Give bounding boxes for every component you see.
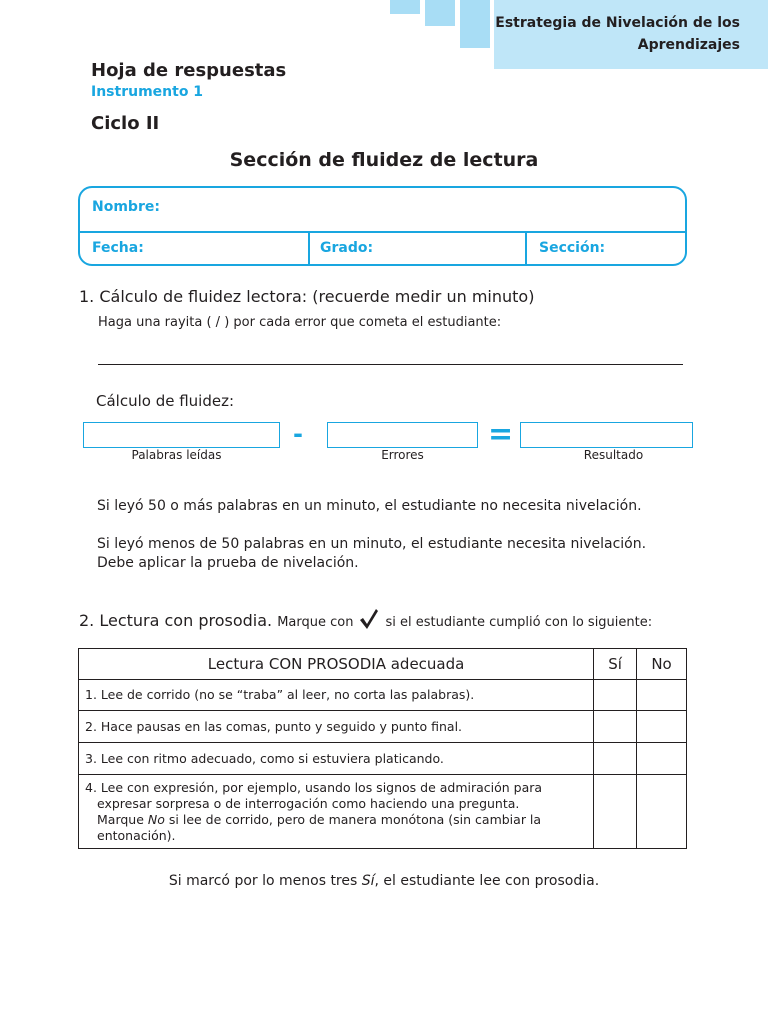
student-info-box bbox=[78, 186, 687, 266]
column-yes: Sí bbox=[594, 649, 637, 680]
no-emphasis: No bbox=[147, 811, 165, 827]
column-no: No bbox=[637, 649, 687, 680]
result-field[interactable] bbox=[520, 422, 693, 448]
page-title: Hoja de respuestas bbox=[91, 60, 287, 81]
table-row bbox=[79, 743, 687, 775]
fluency-note-2 bbox=[97, 535, 646, 573]
criterion-2: 2. Hace pausas en las comas, punto y seguido y punto final. bbox=[79, 711, 594, 743]
words-read-field[interactable] bbox=[83, 422, 280, 448]
banner-line: Aprendizajes bbox=[637, 37, 740, 53]
criterion-3: 3. Lee con ritmo adecuado, como si estuviera platicando. bbox=[79, 743, 594, 775]
yes-cell[interactable] bbox=[594, 680, 637, 711]
yes-cell[interactable] bbox=[594, 743, 637, 775]
prosody-conclusion bbox=[0, 873, 768, 889]
marque-text: Marque bbox=[97, 811, 144, 827]
table-row bbox=[79, 775, 687, 849]
date-label: Fecha: bbox=[92, 240, 144, 256]
grade-label: Grado: bbox=[320, 240, 374, 256]
footer-si: Sí bbox=[361, 873, 375, 889]
monotone-text: si lee de corrido, pero de manera monótona (sin cambiar la bbox=[168, 811, 542, 827]
question-2-heading: 2. Lectura con prosodia. bbox=[79, 611, 273, 630]
no-cell[interactable] bbox=[637, 680, 687, 711]
header-decoration bbox=[460, 0, 490, 48]
words-read-label: Palabras leídas bbox=[131, 448, 222, 462]
equals-sign: = bbox=[488, 417, 514, 452]
question-2-title bbox=[79, 608, 652, 634]
criterion-4 bbox=[79, 775, 594, 849]
result-label: Resultado bbox=[583, 448, 644, 462]
prosody-table bbox=[78, 648, 687, 849]
errors-label: Errores bbox=[381, 448, 424, 462]
minus-sign: - bbox=[293, 420, 303, 448]
checkmark-icon bbox=[359, 608, 379, 634]
error-tally-line[interactable] bbox=[98, 364, 683, 365]
table-header: Lectura CON PROSODIA adecuada bbox=[79, 649, 594, 680]
divider bbox=[525, 233, 527, 266]
note-line: Si leyó menos de 50 palabras en un minuto, el estudiante necesita nivelación. bbox=[97, 536, 647, 552]
fluency-note-1: Si leyó 50 o más palabras en un minuto, el estudiante no necesita nivelación. bbox=[97, 498, 642, 514]
footer-text-a: Si marcó por lo menos tres bbox=[168, 873, 358, 889]
no-cell[interactable] bbox=[637, 743, 687, 775]
name-field[interactable] bbox=[80, 188, 685, 233]
criterion-1: 1. Lee de corrido (no se “traba” al leer, no corta las palabras). bbox=[79, 680, 594, 711]
cycle-label: Ciclo II bbox=[91, 113, 160, 134]
header-decoration bbox=[390, 0, 420, 14]
header-decoration bbox=[425, 0, 455, 26]
no-cell[interactable] bbox=[637, 775, 687, 849]
criterion-4-line: expresar sorpresa o de interrogación como haciendo una pregunta. bbox=[97, 795, 520, 811]
question-2-instruction-b: si el estudiante cumplió con lo siguiente: bbox=[385, 615, 653, 630]
criterion-4-line: entonación). bbox=[97, 827, 176, 843]
criterion-4-line bbox=[85, 812, 587, 828]
name-label: Nombre: bbox=[92, 199, 160, 215]
footer-text-c: , el estudiante lee con prosodia. bbox=[374, 873, 600, 889]
yes-cell[interactable] bbox=[594, 711, 637, 743]
errors-field[interactable] bbox=[327, 422, 478, 448]
banner-line: Estrategia de Nivelación de los bbox=[495, 15, 740, 31]
table-header-row bbox=[79, 649, 687, 680]
question-1-instruction: Haga una rayita ( / ) por cada error que cometa el estudiante: bbox=[98, 315, 502, 330]
yes-cell[interactable] bbox=[594, 775, 637, 849]
table-row bbox=[79, 711, 687, 743]
program-banner bbox=[494, 0, 768, 69]
question-1-title: 1. Cálculo de fluidez lectora: (recuerde medir un minuto) bbox=[79, 287, 535, 306]
section-label: Sección: bbox=[539, 240, 606, 256]
section-title: Sección de fluidez de lectura bbox=[229, 149, 539, 171]
fluency-calc-label: Cálculo de fluidez: bbox=[96, 392, 235, 410]
table-row bbox=[79, 680, 687, 711]
note-line: Debe aplicar la prueba de nivelación. bbox=[97, 555, 359, 571]
question-2-instruction-a: Marque con bbox=[277, 615, 354, 630]
divider bbox=[308, 233, 310, 266]
instrument-label: Instrumento 1 bbox=[91, 84, 204, 100]
no-cell[interactable] bbox=[637, 711, 687, 743]
criterion-4-line: 4. Lee con expresión, por ejemplo, usando los signos de admiración para bbox=[85, 779, 543, 795]
